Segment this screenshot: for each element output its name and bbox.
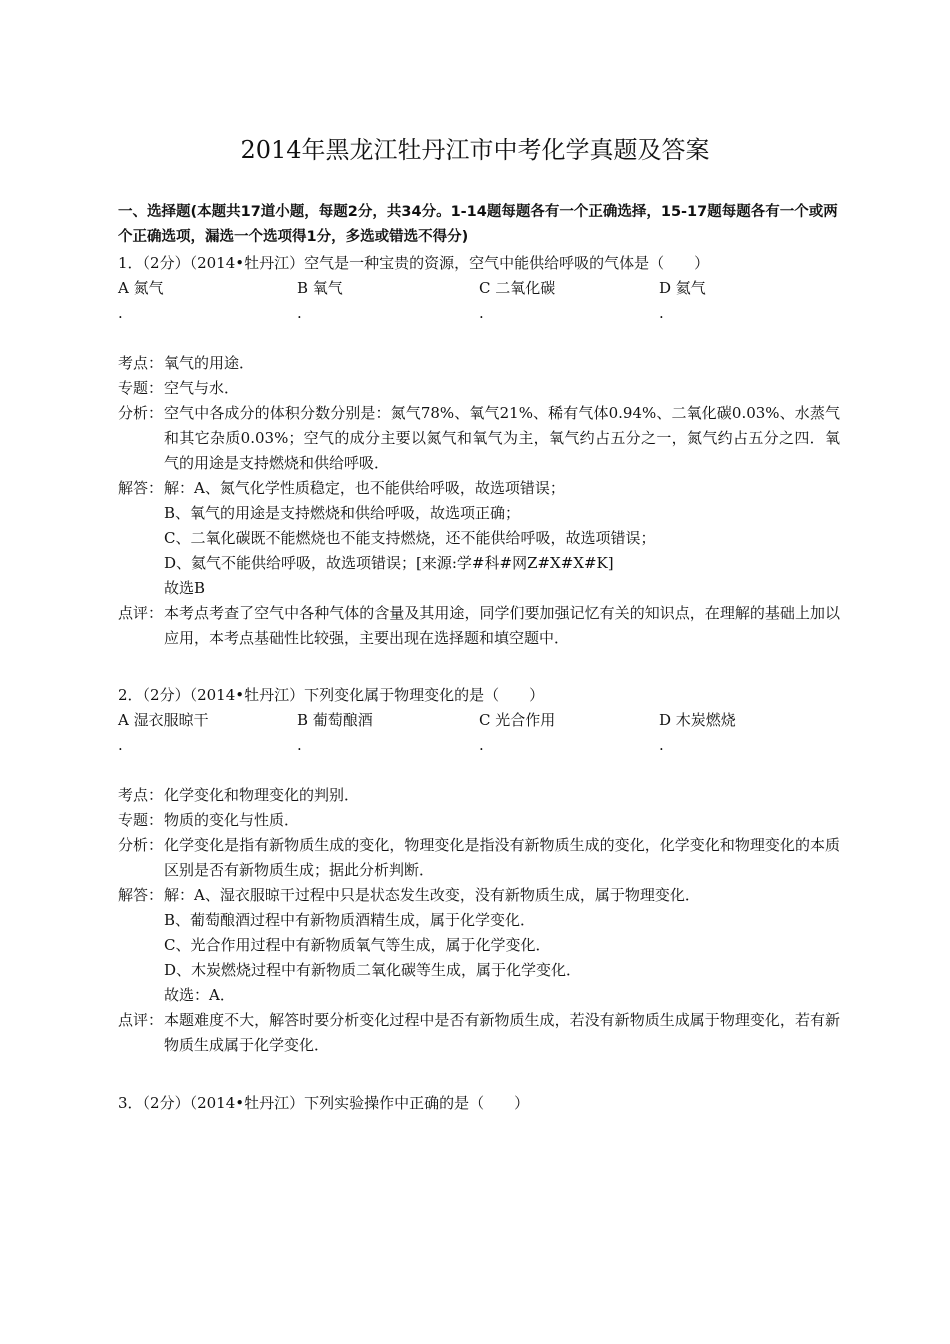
jieda-row: 解答： 解：A、湿衣服晾干过程中只是状态发生改变，没有新物质生成，属于物理变化． B、葡萄酿酒过程中有新物质酒精生成，属于化学变化． C、光合作用过程中有新物质氧气等生成，属于化学变化． D、木炭燃烧过程中有新物质二氧化碳等生成，属于化学变化． 故选：A．	[118, 886, 700, 1004]
question-1-stem: 1．（2分）（2014•牡丹江）空气是一种宝贵的资源，空气中能供给呼吸的气体是（ ）	[118, 254, 710, 272]
question-1-options	[118, 276, 840, 332]
option-c: C 光合作用 .	[479, 711, 556, 754]
fenxi-row: 分析： 化学变化是指有新物质生成的变化，物理变化是指没有新物质生成的变化，化学变化和物理变化的本质区别是否有新物质生成；据此分析判断．	[118, 836, 840, 879]
question-3-stem: 3．（2分）（2014•牡丹江）下列实验操作中正确的是（ ）	[118, 1094, 530, 1112]
zhuanti-row: 专题： 物质的变化与性质．	[118, 811, 300, 829]
page-title: 2014年黑龙江牡丹江市中考化学真题及答案	[240, 136, 710, 164]
jieda-row: 解答： 解：A、氮气化学性质稳定，也不能供给呼吸，故选项错误； B、氧气的用途是支持燃烧和供给呼吸，故选项正确； C、二氧化碳既不能燃烧也不能支持燃烧，还不能供给呼吸，故选项错误； D、氦气不能供给呼吸，故选项错误；[来源:学#科#网Z#X#X#K] 故选B	[118, 479, 656, 597]
option-a: A 氮气 .	[118, 279, 164, 322]
question-3	[118, 1091, 840, 1116]
option-d: D 氦气 .	[659, 279, 706, 322]
section-heading: 一、选择题(本题共17道小题，每题2分，共34分。1-14题每题各有一个正确选择，15-17题每题各有一个或两个正确选项，漏选一个选项得1分，多选或错选不得分)	[118, 204, 838, 245]
fenxi-row: 分析： 空气中各成分的体积分数分别是：氮气78%、氧气21%、稀有气体0.94%、二氧化碳0.03%、水蒸气和其它杂质0.03%；空气的成分主要以氮气和氧气为主，氧气约占五分之一，氮气约占五分之四．氧气的用途是支持燃烧和供给呼吸．	[118, 404, 840, 472]
question-2-options	[118, 708, 840, 764]
dianping-row: 点评： 本考点考查了空气中各种气体的含量及其用途，同学们要加强记忆有关的知识点，在理解的基础上加以应用，本考点基础性比较强，主要出现在选择题和填空题中．	[118, 604, 840, 647]
kaodian-row: 考点： 氧气的用途．	[118, 354, 255, 372]
option-b: B 氧气 .	[297, 279, 343, 322]
option-b: B 葡萄酿酒 .	[297, 711, 373, 754]
question-1	[118, 251, 840, 651]
dianping-row: 点评： 本题难度不大，解答时要分析变化过程中是否有新物质生成，若没有新物质生成属于物理变化，若有新物质生成属于化学变化．	[118, 1011, 840, 1054]
option-a: A 湿衣服晾干 .	[118, 711, 209, 754]
question-2-stem: 2．（2分）（2014•牡丹江）下列变化属于物理变化的是（ ）	[118, 686, 545, 704]
option-c: C 二氧化碳 .	[479, 279, 556, 322]
zhuanti-row: 专题： 空气与水．	[118, 379, 240, 397]
kaodian-row: 考点： 化学变化和物理变化的判别．	[118, 786, 360, 804]
option-d: D 木炭燃烧 .	[659, 711, 736, 754]
question-2	[118, 683, 840, 1058]
